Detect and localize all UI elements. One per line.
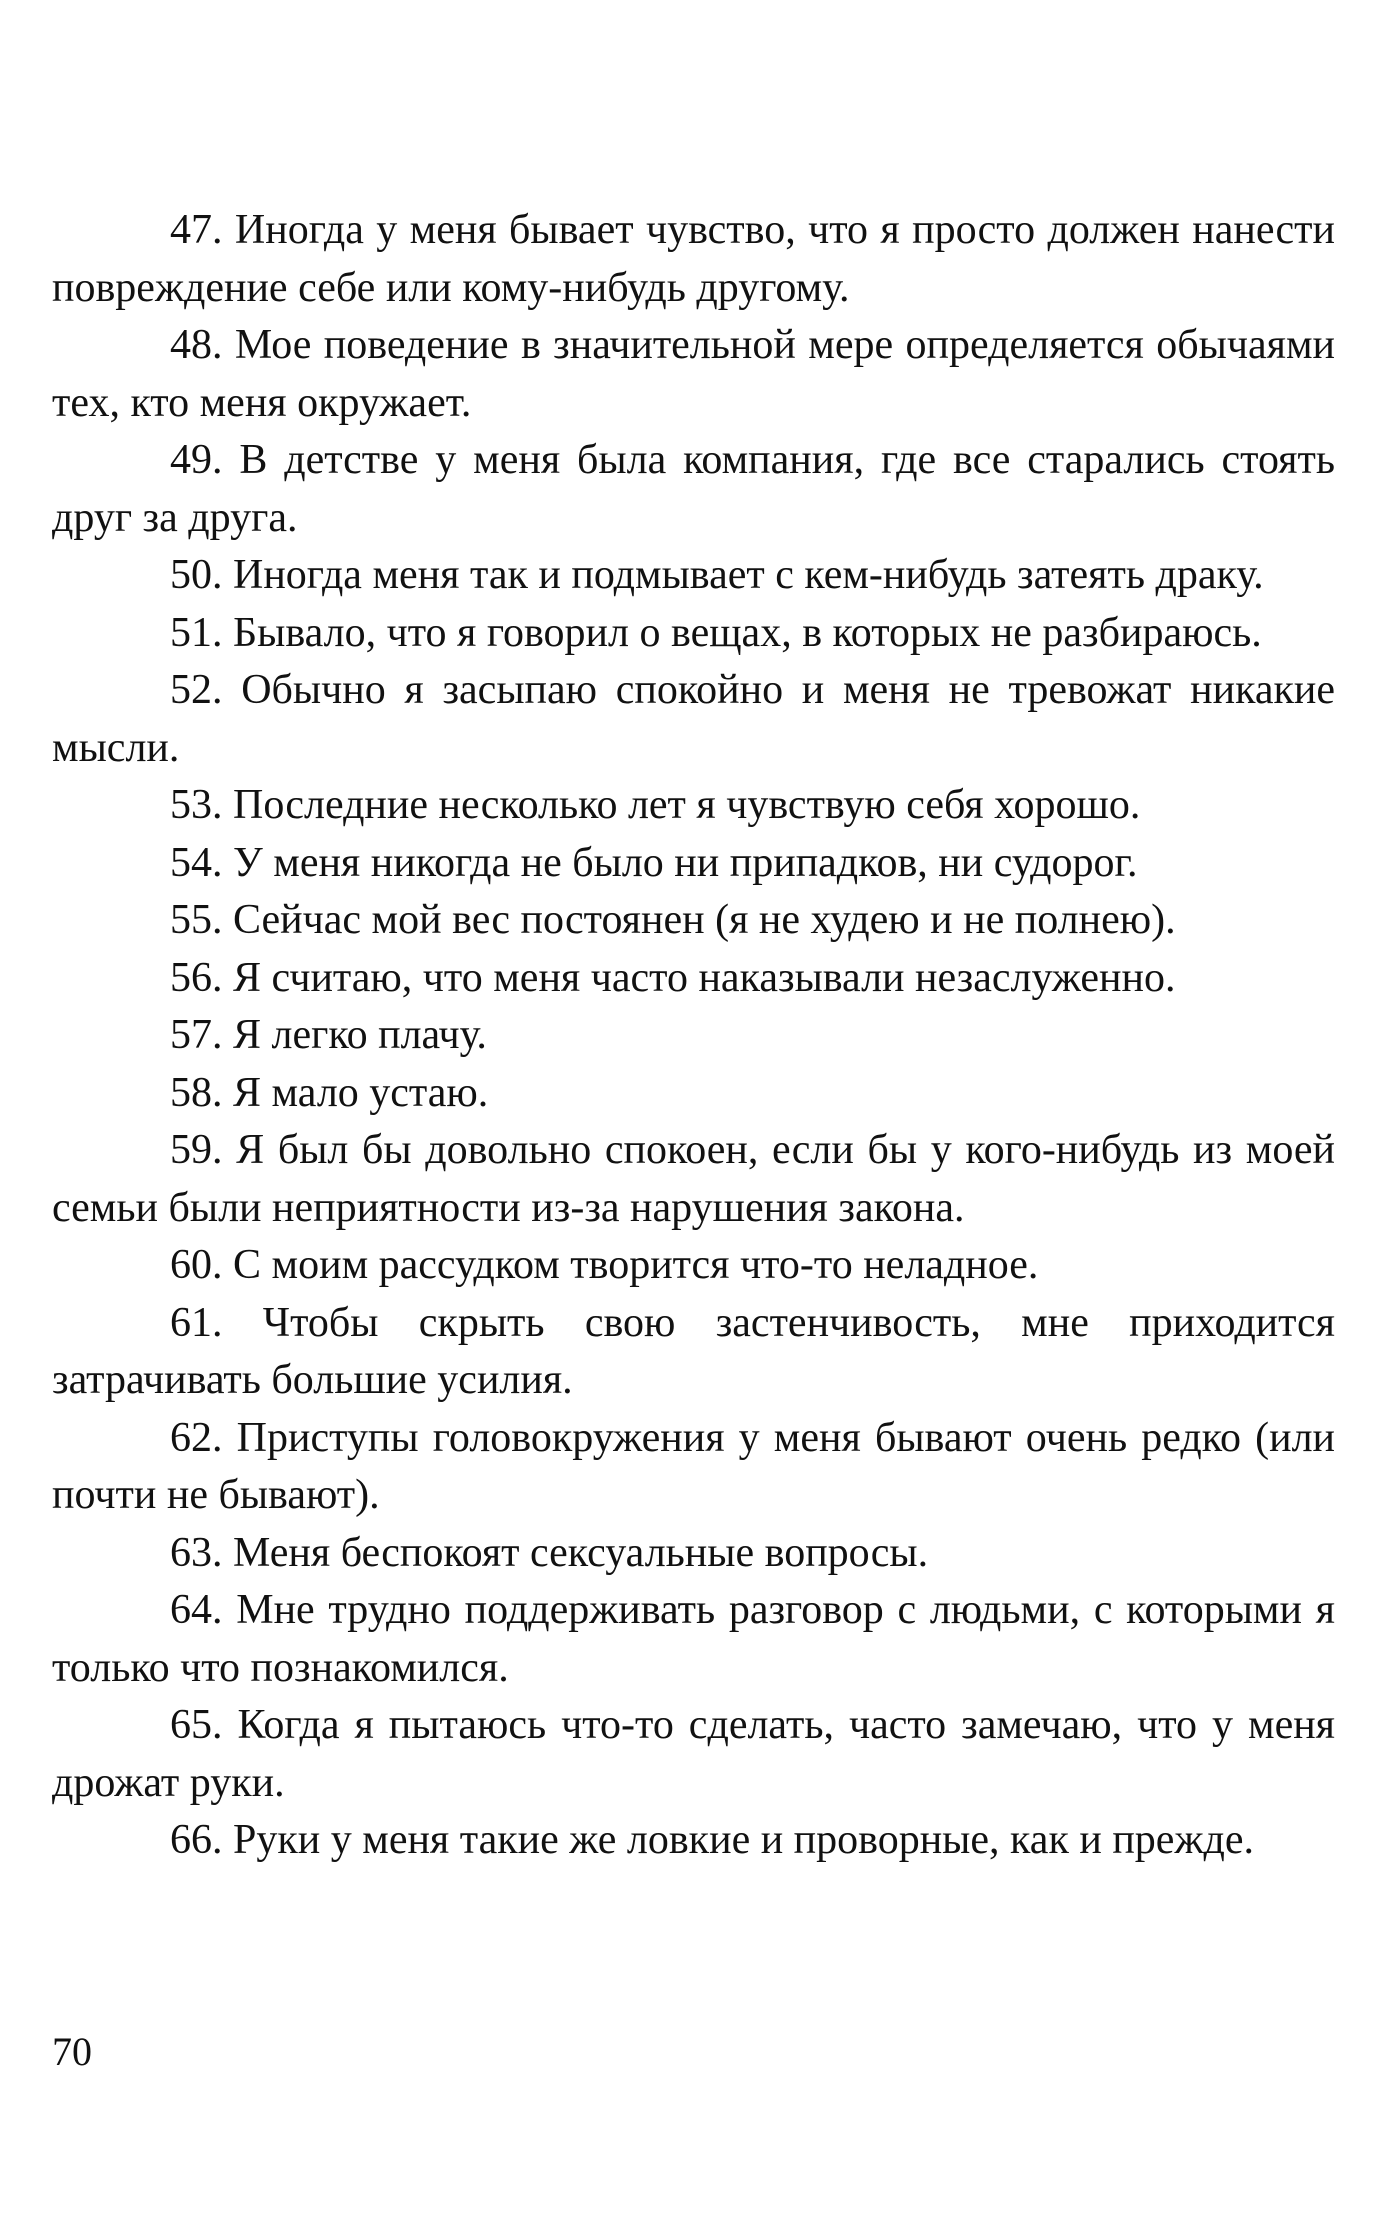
item-text: У меня никогда не было ни припадков, ни судорог. [233,839,1138,886]
item-text: Обычно я засыпаю спокойно и меня не тревожат никакие мысли. [52,667,1336,771]
list-item [52,892,1335,950]
list-item [52,1410,1335,1525]
item-text: Я мало устаю. [233,1069,489,1116]
item-text: Я был бы довольно спокоен, если бы у кого-нибудь из моей семьи были неприятности из-за нарушения закона. [52,1127,1335,1231]
list-item [52,1237,1335,1295]
list-item [52,1812,1335,1870]
list-item [52,1697,1335,1812]
item-text: Бывало, что я говорил о вещах, в которых не разбираюсь. [233,609,1262,656]
item-text: Приступы головокружения у меня бывают очень редко (или почти не бывают). [52,1414,1335,1518]
item-text: Иногда у меня бывает чувство, что я просто должен нанести повреждение себе или кому-нибудь другому. [52,207,1336,311]
item-text: Мне трудно поддерживать разговор с людьми, с которыми я только что познакомился. [52,1587,1336,1691]
item-number: 62 . [170,1415,237,1461]
item-number: 49 . [170,437,239,483]
item-text: Сейчас мой вес постоянен (я не худею и не полнею). [233,897,1176,943]
item-text: Я считаю, что меня часто наказывали незаслуженно. [233,954,1176,1001]
item-number: 58 . [170,1070,233,1116]
page-number: 70 [52,2029,92,2074]
item-number: 63 . [170,1530,233,1576]
list-item [52,835,1335,893]
list-item [52,317,1335,432]
item-text: Чтобы скрыть свою застенчивость, мне приходится затрачивать большие усилия. [52,1299,1335,1403]
list-item [52,950,1335,1008]
item-text: Когда я пытаюсь что-то сделать, часто замечаю, что у меня дрожат руки. [52,1702,1336,1806]
item-number: 51 . [170,610,233,656]
item-text: С моим рассудком творится что-то неладное. [233,1242,1039,1288]
list-item [52,547,1335,605]
list-item [52,1065,1335,1123]
item-text: Я легко плачу. [233,1012,487,1058]
item-number: 64 . [170,1587,236,1633]
list-item [52,1295,1335,1410]
item-text: Меня беспокоят сексуальные вопросы. [233,1529,929,1576]
item-number: 57 . [170,1012,233,1058]
item-number: 66 . [170,1817,233,1863]
list-item [52,432,1335,547]
item-text: Руки у меня такие же ловкие и проворные, как и прежде. [233,1817,1254,1863]
item-number: 47 . [170,207,235,253]
item-text: Мое поведение в значительной мере определяется обычаями тех, кто меня окружает. [52,322,1336,426]
item-number: 59 . [170,1127,236,1173]
item-text: Иногда меня так и подмывает с кем-нибудь затеять драку. [233,552,1264,598]
item-number: 65 . [170,1702,237,1748]
list-item [52,605,1335,663]
list-item [52,1007,1335,1065]
item-text: Последние несколько лет я чувствую себя хорошо. [233,782,1141,828]
item-number: 50 . [170,552,233,598]
list-item [52,662,1335,777]
item-number: 53 . [170,782,233,828]
item-number: 48 . [170,322,235,368]
list-item [52,202,1335,317]
item-number: 55 . [170,897,233,943]
list-item [52,1122,1335,1237]
list-item [52,777,1335,835]
item-number: 56 . [170,955,233,1001]
questionnaire-items [52,202,1335,1870]
item-number: 61 . [170,1300,263,1346]
item-number: 60 . [170,1242,233,1288]
list-item [52,1582,1335,1697]
item-text: В детстве у меня была компания, где все старались стоять друг за друга. [52,437,1335,541]
item-number: 54 . [170,840,233,886]
item-number: 52 . [170,667,241,713]
list-item [52,1525,1335,1583]
